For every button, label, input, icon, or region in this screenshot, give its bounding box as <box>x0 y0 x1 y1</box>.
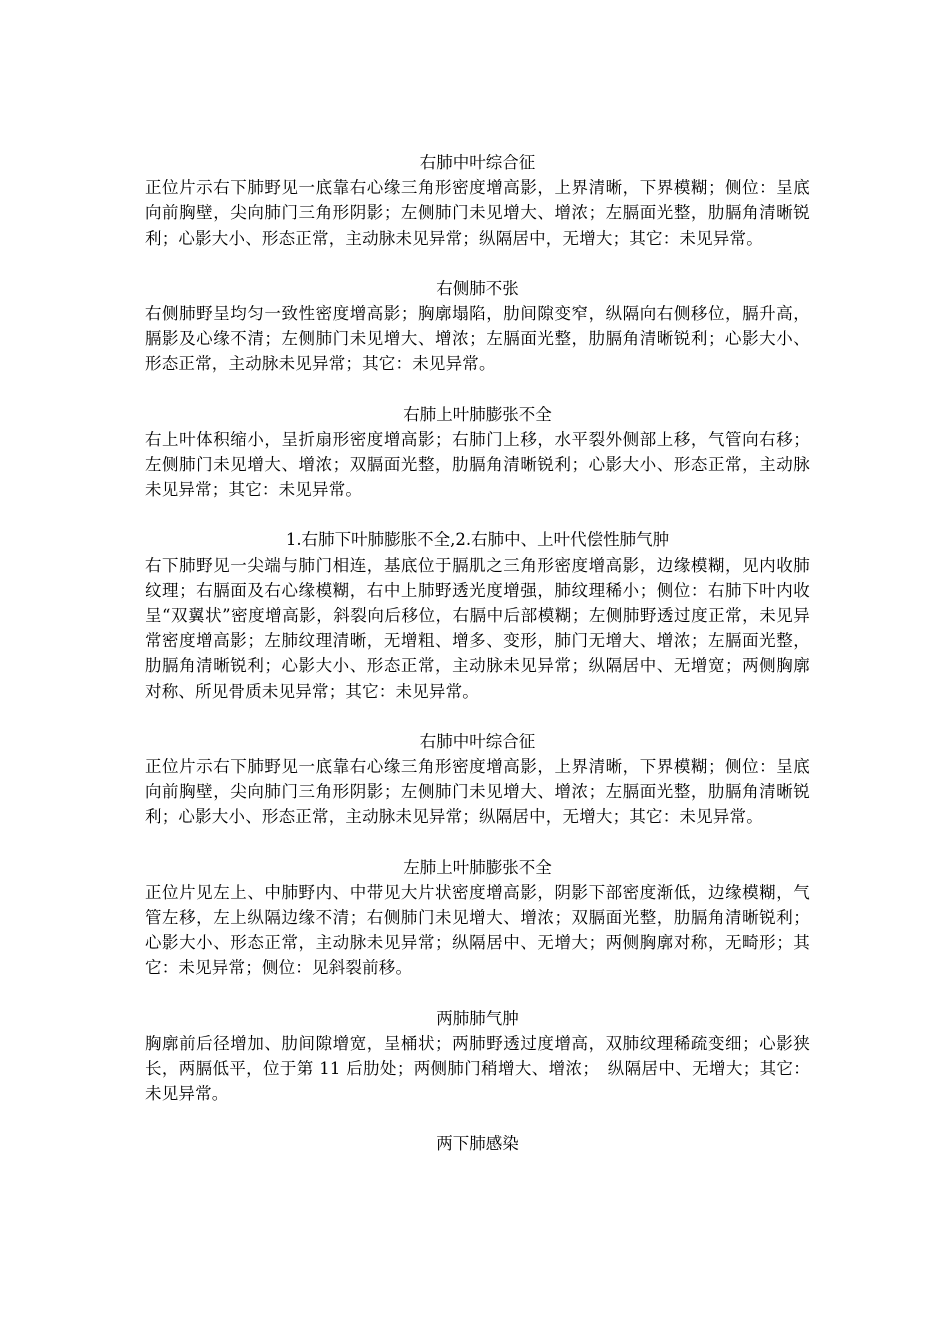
section-bilateral-emphysema <box>145 1006 810 1107</box>
document-content <box>145 150 810 1182</box>
section-title: 1.右肺下叶肺膨胀不全,2.右肺中、上叶代偿性肺气肿 <box>285 530 670 550</box>
section-right-middle-lobe-syndrome <box>145 150 810 251</box>
section-body: 正位片示右下肺野见一底靠右心缘三角形密度增高影，上界清晰，下界模糊；侧位：呈底向前胸壁，尖向肺门三角形阴影；左侧肺门未见增大、增浓；左膈面光整，肋膈角清晰锐利；心影大小、形态正常，主动脉未见异常；纵隔居中，无增大；其它：未见异常。 <box>145 756 810 827</box>
section-title: 右肺中叶综合征 <box>419 731 536 751</box>
section-body: 正位片见左上、中肺野内、中带见大片状密度增高影，阴影下部密度渐低，边缘模糊，气管左移，左上纵隔边缘不清；右侧肺门未见增大、增浓；双膈面光整，肋膈角清晰锐利；心影大小、形态正常，主动脉未见异常；纵隔居中、无增大；两侧胸廓对称，无畸形；其它：未见异常；侧位：见斜裂前移。 <box>145 882 810 978</box>
section-right-upper-lobe-atelectasis <box>145 402 810 503</box>
section-title: 左肺上叶肺膨张不全 <box>403 857 552 877</box>
section-body: 正位片示右下肺野见一底靠右心缘三角形密度增高影，上界清晰，下界模糊；侧位：呈底向前胸壁，尖向肺门三角形阴影；左侧肺门未见增大、增浓；左膈面光整，肋膈角清晰锐利；心影大小、形态正常，主动脉未见异常；纵隔居中，无增大；其它：未见异常。 <box>145 178 810 248</box>
section-body: 右侧肺野呈均匀一致性密度增高影；胸廓塌陷，肋间隙变窄，纵隔向右侧移位，膈升高，膈影及心缘不清；左侧肺门未见增大、增浓；左膈面光整，肋膈角清晰锐利；心影大小、形态正常，主动脉未见异常；其它：未见异常。 <box>145 303 810 374</box>
section-right-atelectasis <box>145 276 810 377</box>
section-right-middle-lobe-syndrome-repeat <box>145 729 810 830</box>
section-title: 右侧肺不张 <box>436 278 519 298</box>
section-title: 两肺肺气肿 <box>436 1008 519 1028</box>
section-bilateral-lower-lung-infection <box>145 1131 810 1156</box>
section-body: 胸廓前后径增加、肋间隙增宽，呈桶状；两肺野透过度增高，双肺纹理稀疏变细；心影狭长，两膈低平，位于第 11 后肋处；两侧肺门稍增大、增浓； 纵隔居中、无增大；其它：未见异常。 <box>145 1033 810 1104</box>
section-title: 两下肺感染 <box>436 1134 519 1154</box>
section-right-lower-lobe-atelectasis <box>145 527 810 703</box>
section-body: 右上叶体积缩小，呈折扇形密度增高影；右肺门上移，水平裂外侧部上移，气管向右移；左侧肺门未见增大、增浓；双膈面光整，肋膈角清晰锐利；心影大小、形态正常，主动脉未见异常；其它：未见异常。 <box>145 429 810 500</box>
section-body: 右下肺野见一尖端与肺门相连，基底位于膈肌之三角形密度增高影，边缘模糊，见内收肺纹理；右膈面及右心缘模糊，右中上肺野透光度增强，肺纹理稀小；侧位：右肺下叶内收呈“双翼状”密度增高影，斜裂向后移位，右膈中后部模糊；左侧肺野透过度正常，未见异常密度增高影；左肺纹理清晰，无增粗、增多、变形，肺门无增大、增浓；左膈面光整，肋膈角清晰锐利；心影大小、形态正常，主动脉未见异常；纵隔居中、无增宽；两侧胸廓对称、所见骨质未见异常；其它：未见异常。 <box>145 555 810 701</box>
section-left-upper-lobe-atelectasis <box>145 855 810 981</box>
section-title: 右肺上叶肺膨张不全 <box>403 404 552 424</box>
section-title: 右肺中叶综合征 <box>419 153 536 172</box>
